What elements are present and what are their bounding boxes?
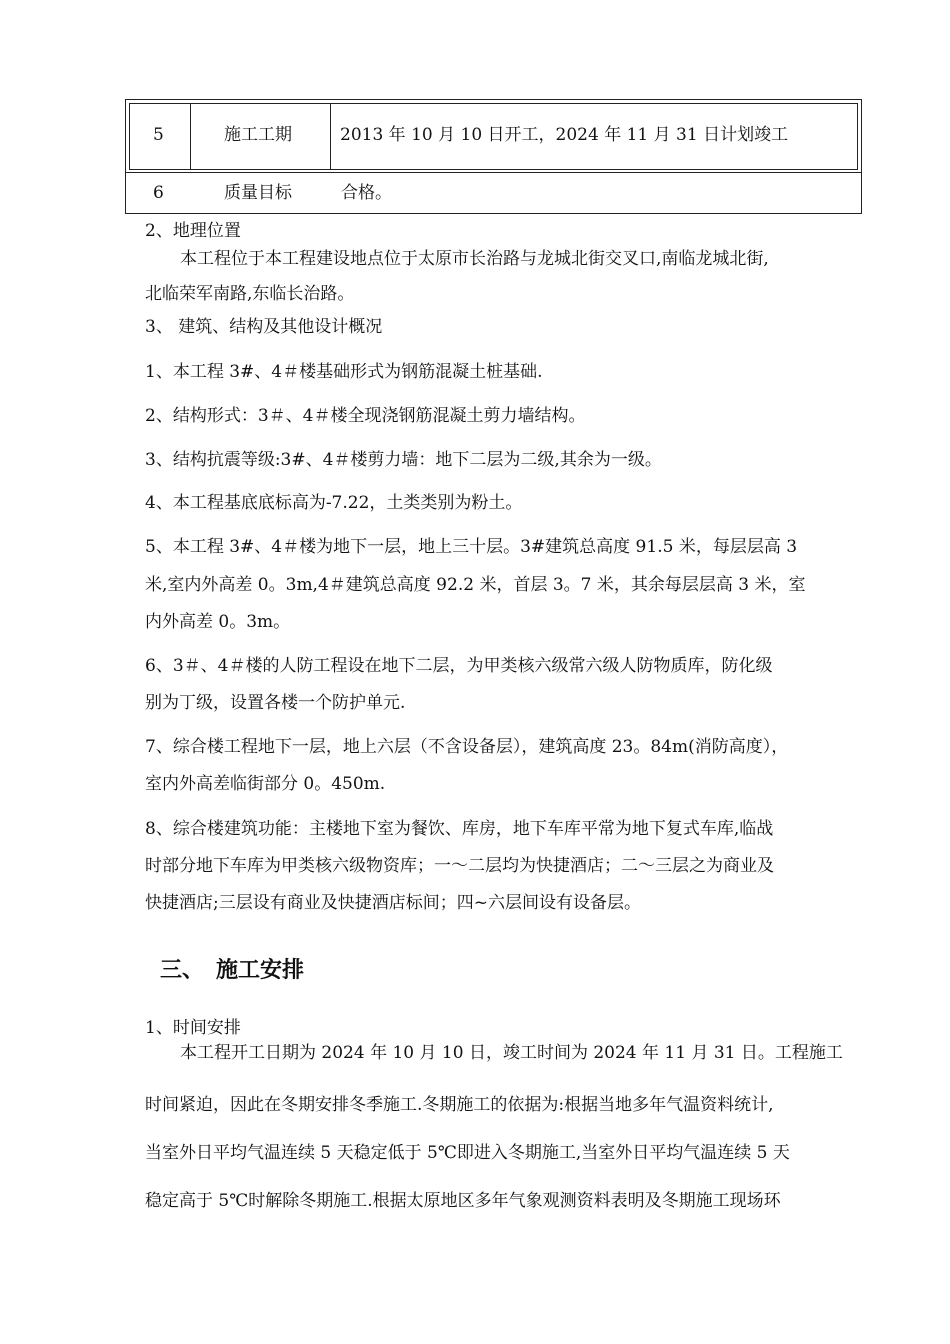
table-row-divider-2 <box>125 172 862 173</box>
chapter-title: 施工安排 <box>216 958 305 983</box>
section-heading-design: 3、 建筑、结构及其他设计概况 <box>145 317 383 337</box>
list-item-continued: 米,室内外高差 0。3m,4＃建筑总高度 92.2 米，首层 3。7 米，其余每层层高 3 米，室 <box>145 575 806 595</box>
table-border-left-inner <box>129 103 130 170</box>
section-heading-schedule: 1、时间安排 <box>145 1018 241 1038</box>
list-item-continued: 时部分地下车库为甲类核六级物资库；一～二层均为快捷酒店；二～三层之为商业及 <box>145 856 774 876</box>
row-label: 施工工期 <box>224 125 292 145</box>
paragraph-line: 稳定高于 5℃时解除冬期施工.根据太原地区多年气象观测资料表明及冬期施工现场环 <box>145 1191 781 1211</box>
section-heading-location: 2、地理位置 <box>145 221 241 241</box>
list-item: 4、本工程基底底标高为-7.22，土类类别为粉土。 <box>145 493 523 513</box>
list-item: 6、3＃、4＃楼的人防工程设在地下二层，为甲类核六级常六级人防物质库，防化级 <box>145 656 773 676</box>
table-border-right <box>861 99 862 214</box>
row-number: 5 <box>153 125 164 145</box>
row-label: 质量目标 <box>224 183 292 203</box>
table-border-bottom <box>125 213 862 214</box>
list-item: 8、综合楼建筑功能：主楼地下室为餐饮、库房，地下车库平常为地下复式车库,临战 <box>145 819 774 839</box>
chapter-number: 三、 <box>160 958 205 983</box>
list-item: 5、本工程 3#、4＃楼为地下一层，地上三十层。3#建筑总高度 91.5 米，每层层高 3 <box>145 537 798 557</box>
list-item-continued: 别为丁级，设置各楼一个防护单元. <box>145 693 406 713</box>
list-item-continued: 快捷酒店;三层设有商业及快捷酒店标间；四~六层间设有设备层。 <box>145 893 641 913</box>
table-border-top <box>125 99 862 100</box>
paragraph-line: 本工程开工日期为 2024 年 10 月 10 日，竣工时间为 2024 年 11 月 31 日。工程施工 <box>180 1043 843 1063</box>
list-item: 1、本工程 3#、4＃楼基础形式为钢筋混凝土桩基础. <box>145 362 543 382</box>
table-border-top-inner <box>129 103 858 104</box>
paragraph-line: 时间紧迫，因此在冬期安排冬季施工.冬期施工的依据为:根据当地多年气温资料统计, <box>145 1095 774 1115</box>
paragraph-line: 北临荣军南路,东临长治路。 <box>145 284 355 304</box>
row-value: 合格。 <box>341 183 392 203</box>
list-item-continued: 内外高差 0。3m。 <box>145 612 291 632</box>
table-col-divider-1 <box>190 103 191 170</box>
list-item: 3、结构抗震等级:3#、4＃楼剪力墙：地下二层为二级,其余为一级。 <box>145 450 662 470</box>
table-border-left <box>125 99 126 214</box>
list-item: 2、结构形式：3＃、4＃楼全现浇钢筋混凝土剪力墙结构。 <box>145 406 586 426</box>
row-value: 2013 年 10 月 10 日开工，2024 年 11 月 31 日计划竣工 <box>340 125 789 145</box>
table-border-right-inner <box>857 103 858 170</box>
list-item-continued: 室内外高差临街部分 0。450m. <box>145 774 386 794</box>
paragraph-line: 本工程位于本工程建设地点位于太原市长治路与龙城北街交叉口,南临龙城北街, <box>180 249 769 269</box>
table-row-divider <box>129 169 858 170</box>
table-col-divider-2 <box>330 103 331 170</box>
paragraph-line: 当室外日平均气温连续 5 天稳定低于 5℃即进入冬期施工,当室外日平均气温连续 5 天 <box>145 1143 790 1163</box>
list-item: 7、综合楼工程地下一层，地上六层（不含设备层），建筑高度 23。84m(消防高度）， <box>145 737 789 757</box>
row-number: 6 <box>153 183 164 203</box>
